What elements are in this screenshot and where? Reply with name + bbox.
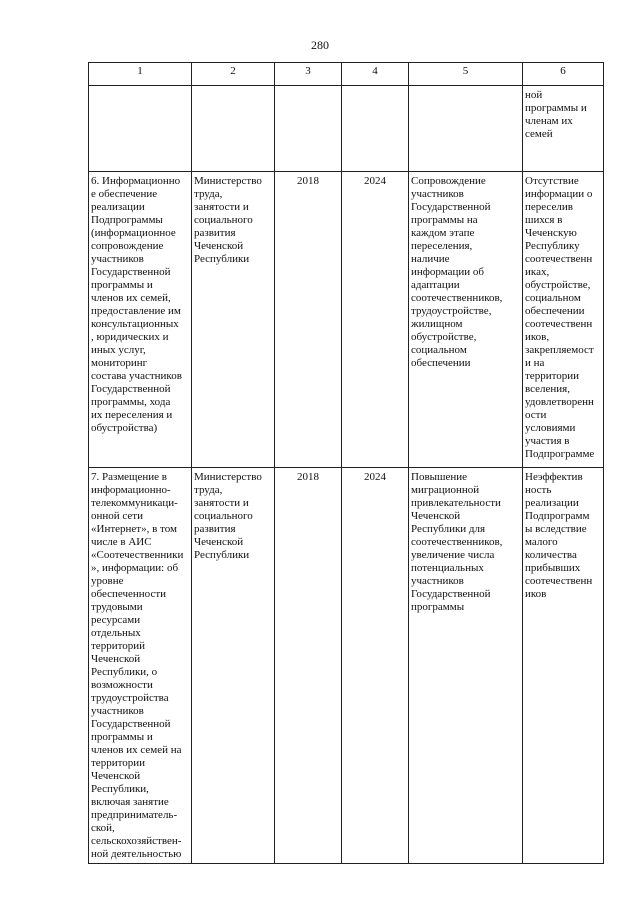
table-row-continuation	[89, 86, 604, 172]
table-cell	[342, 86, 409, 172]
activity-cell: 7. Размещение в информационно- телекоммуникаци- онной сети «Интернет», в том числе в АИС «Соотечественники », информации: об уровне обеспеченности трудовыми ресурсами отдельных территорий Чеченской Республики, о возможности трудоустройства участников Государственной программы и членов их семей на территории Чеченской Республики, включая занятие предприниматель- ской, сельскохозяйствен- ной деятельностью	[89, 468, 192, 864]
table-cell	[192, 86, 275, 172]
column-header: 5	[409, 63, 523, 86]
column-header: 1	[89, 63, 192, 86]
program-activities-table	[88, 62, 604, 864]
start-year-cell: 2018	[275, 468, 342, 864]
risks-cell: Неэффектив ность реализации Подпрограмм ы вследствие малого количества прибывших соотечественн иков	[523, 468, 604, 864]
table-cell	[275, 86, 342, 172]
executor-cell: Министерство труда, занятости и социального развития Чеченской Республики	[192, 468, 275, 864]
end-year-cell: 2024	[342, 468, 409, 864]
column-header: 6	[523, 63, 604, 86]
end-year-cell: 2024	[342, 172, 409, 468]
risks-cell: Отсутствие информации о переселив шихся в Чеченскую Республику соотечественн иках, обустройстве, социальном обеспечении соотечественн иков, закрепляемост и на территории вселения, удовлетворенн ости условиями участия в Подпрограмме	[523, 172, 604, 468]
table-header-row	[89, 63, 604, 86]
result-cell: Сопровождение участников Государственной программы на каждом этапе переселения, наличие информации об адаптации соотечественников, трудоустройстве, жилищном обустройстве, социальном обеспечении	[409, 172, 523, 468]
start-year-cell: 2018	[275, 172, 342, 468]
table-cell	[409, 86, 523, 172]
table-cell	[89, 86, 192, 172]
page-number: 280	[311, 38, 329, 52]
table-row	[89, 172, 604, 468]
column-header: 2	[192, 63, 275, 86]
risks-cell: ной программы и членам их семей	[523, 86, 604, 172]
column-header: 4	[342, 63, 409, 86]
result-cell: Повышение миграционной привлекательности Чеченской Республики для соотечественников, увеличение числа потенциальных участников Государственной программы	[409, 468, 523, 864]
table-row	[89, 468, 604, 864]
activity-cell: 6. Информационно е обеспечение реализации Подпрограммы (информационное сопровождение участников Государственной программы и членов их семей, предоставление им консультационных , юридических и иных услуг, мониторинг состава участников Государственной программы, хода их переселения и обустройства)	[89, 172, 192, 468]
column-header: 3	[275, 63, 342, 86]
executor-cell: Министерство труда, занятости и социального развития Чеченской Республики	[192, 172, 275, 468]
